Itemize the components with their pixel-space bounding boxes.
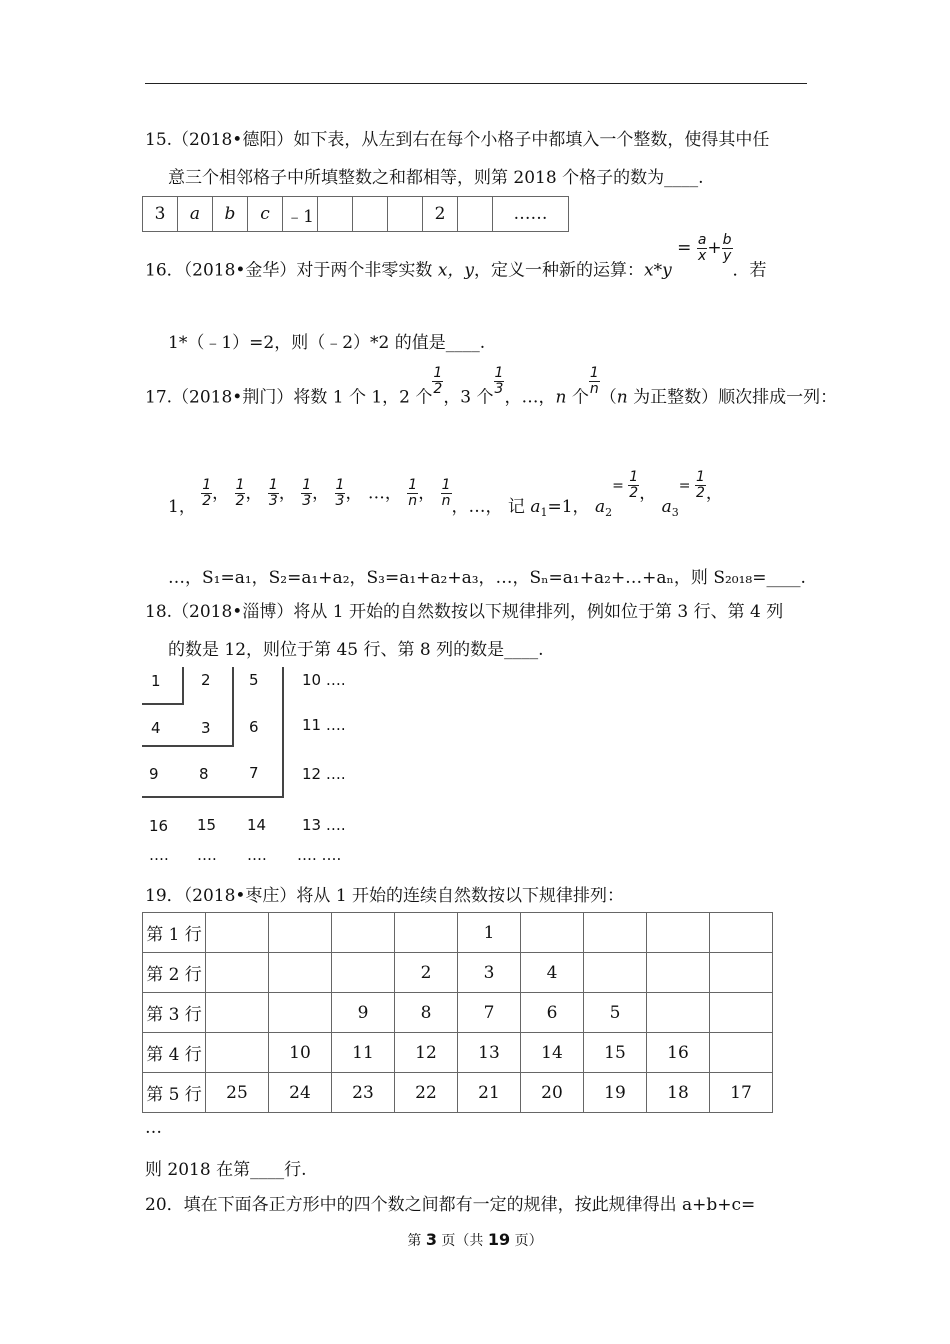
- q15-cell: ﹣1: [283, 197, 318, 232]
- q16-formula: = $\frac{a}{x}$ + $\frac{b}{y}$: [677, 232, 732, 265]
- page-footer: 第 3 页（共 19 页）: [407, 1230, 543, 1249]
- fraction: $\frac{1}{2}$: [433, 365, 443, 398]
- q15-cell: 2: [423, 197, 458, 232]
- q15-cell: [353, 197, 388, 232]
- fraction: $\frac{a}{x}$: [697, 232, 707, 265]
- q19-row-table: [142, 912, 773, 1113]
- fraction: $\frac{1}{2}$: [235, 477, 245, 510]
- q18-line1: 18.（2018•淄博）将从 1 开始的自然数按以下规律排列，例如位于第 3 行、第 4 列: [145, 602, 784, 622]
- q17-sequence: 1， $\frac{1}{2}$ ， $\frac{1}{2}$ ， $\frac{1}{3}$ ， $\frac{1}{3}$ ， $\frac{1}{3}$ ， …， $\frac{1}{n}$ ， $\frac{1}{n}$ ，…， 记 $a_1=1$， $a_2=$ $\frac{1}{2}$ ， $a_3=$ $\frac{1}{2}$ ，: [168, 469, 723, 520]
- q20-line1: 20．填在下面各正方形中的四个数之间都有一定的规律，按此规律得出 a+b+c=: [145, 1195, 756, 1215]
- q17-line1: 17.（2018•荆门）将数 1 个 1，2 个 $\frac{1}{2}$ ，3 个 $\frac{1}{3}$ ，…，n 个 $\frac{1}{n}$ （n 为正整数）顺次排成一列：: [145, 365, 838, 408]
- q15-cell: a: [178, 197, 213, 232]
- q19-answer: 则 2018 在第____行.: [145, 1160, 307, 1180]
- q17-line3: …，S₁=a₁，S₂=a₁+a₂，S₃=a₁+a₂+a₃，…，Sₙ=a₁+a₂+…+aₙ，则 S₂₀₁₈=____.: [168, 568, 806, 588]
- fraction: $\frac{1}{n}$: [441, 477, 451, 510]
- q16-line2: 1*（﹣1）=2，则（﹣2）*2 的值是____.: [168, 333, 486, 353]
- q15-cell: 3: [143, 197, 178, 232]
- q15-line2: 意三个相邻格子中所填整数之和都相等，则第 2018 个格子的数为____.: [168, 168, 704, 188]
- q19-line1: 19．（2018•枣庄）将从 1 开始的连续自然数按以下规律排列：: [145, 886, 625, 906]
- q19-ellipsis: …: [145, 1118, 162, 1138]
- q18-line2: 的数是 12，则位于第 45 行、第 8 列的数是____.: [168, 640, 544, 660]
- table-row: 第 3 行 9 8 7 6 5: [143, 993, 773, 1033]
- fraction: $\frac{b}{y}$: [722, 232, 732, 265]
- fraction: $\frac{1}{n}$: [408, 477, 418, 510]
- fraction: $\frac{1}{3}$: [335, 477, 345, 510]
- q15-cell: [458, 197, 493, 232]
- table-row: 第 4 行 10 11 12 13 14 15 16: [143, 1033, 773, 1073]
- q15-cell: c: [248, 197, 283, 232]
- fraction: = $\frac{1}{2}$: [612, 469, 639, 502]
- q15-cell: [318, 197, 353, 232]
- q15-cell: b: [213, 197, 248, 232]
- q16-line1: 16．（2018•金华）对于两个非零实数 x，y，定义一种新的运算：x*y = $\frac{a}{x}$ + $\frac{b}{y}$ ．若: [145, 232, 767, 281]
- table-row: 第 1 行 1: [143, 913, 773, 953]
- fraction: $\frac{1}{2}$: [202, 477, 212, 510]
- q15-cell: [388, 197, 423, 232]
- header-rule: [145, 83, 807, 84]
- table-row: 第 2 行 2 3 4: [143, 953, 773, 993]
- q18-number-grid: 1 2 5 10 …. 4 3 6 11 …. 9 8 7 12 …. 16 15 14 13 …. …. …. …. …. ….: [142, 665, 372, 865]
- fraction: $\frac{1}{3}$: [302, 477, 312, 510]
- q15-sequence-table: [142, 196, 569, 232]
- q15-line1: 15.（2018•德阳）如下表，从左到右在每个小格子中都填入一个整数，使得其中任: [145, 130, 770, 150]
- fraction: $\frac{1}{3}$: [494, 365, 504, 398]
- table-row: 第 5 行 25 24 23 22 21 20 19 18 17: [143, 1073, 773, 1113]
- fraction: $\frac{1}{3}$: [268, 477, 278, 510]
- fraction: $\frac{1}{n}$: [589, 365, 599, 398]
- q15-cell: ……: [493, 197, 569, 232]
- fraction: = $\frac{1}{2}$: [678, 469, 705, 502]
